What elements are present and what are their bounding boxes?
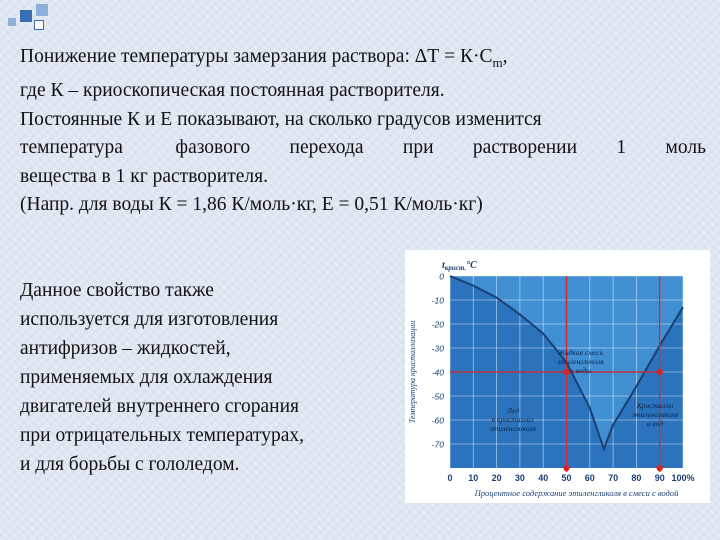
constants-line-3: вещества в 1 кг растворителя. [20, 165, 268, 187]
y-tick-label: -40 [431, 367, 444, 378]
y-tick-label: -10 [431, 295, 444, 306]
antifreeze-paragraph [20, 276, 390, 479]
formula-line [20, 43, 706, 77]
x-tick-label: 80 [631, 473, 642, 483]
formula-paragraph [20, 43, 706, 220]
y-unit-subscript: крист. [444, 264, 467, 272]
y-tick-label: 0 [439, 271, 444, 282]
x-tick-label: 100% [671, 473, 695, 483]
x-tick-label: 90 [654, 473, 665, 483]
deco-square [36, 4, 48, 16]
freezing-point-chart [405, 250, 710, 503]
reference-axis-point [657, 465, 663, 471]
x-tick-label: 10 [468, 473, 479, 483]
x-tick-label: 20 [491, 473, 502, 483]
y-tick-label: -20 [431, 319, 444, 330]
antifreeze-text-line: при отрицательных температурах, [20, 425, 305, 446]
x-tick-label: 60 [584, 473, 595, 483]
annotation-line: этиленгликоля [489, 423, 537, 433]
annotation-line: в кристаллах [491, 414, 535, 424]
y-tick-label: -30 [431, 343, 444, 354]
deco-square [8, 18, 16, 26]
annotation-line: Жидкая смесь [558, 348, 603, 358]
annotation-line: этиленгликоля [631, 410, 679, 419]
chart-figure [405, 250, 710, 503]
y-tick-label: -60 [431, 415, 444, 426]
reference-point [563, 369, 569, 375]
antifreeze-text-line: применяемых для охлаждения [20, 367, 273, 388]
x-tick-label: 50 [561, 473, 572, 483]
x-tick-label: 30 [514, 473, 525, 483]
y-unit-symbol: t [442, 260, 445, 271]
definition-line: где К – криоскопическая постоянная растворителя. [20, 80, 445, 102]
reference-point [657, 369, 663, 375]
deco-square [20, 10, 32, 22]
formula-text: Понижение температуры замерзания раствора: ΔТ = К·С [20, 46, 493, 67]
antifreeze-text-line: двигателей внутреннего сгорания [20, 396, 299, 417]
annotation-line: и воды [569, 366, 592, 376]
y-unit-label [442, 260, 477, 272]
x-axis-title: Процентное содержание этиленгликоля в смеси с водой [474, 488, 679, 498]
formula-comma: , [502, 46, 508, 67]
constants-line: Постоянные К и Е показывают, на сколько градусов изменится [20, 108, 542, 130]
reference-axis-point [563, 465, 569, 471]
antifreeze-text-line: антифризов – жидкостей, [20, 338, 231, 359]
antifreeze-text-line: и для борьбы с гололедом. [20, 454, 240, 475]
water-example-line: (Напр. для воды К = 1,86 К/моль·кг, Е = 0,51 К/моль·кг) [20, 194, 483, 216]
antifreeze-text-line: Данное свойство также [20, 280, 214, 301]
y-unit-degrees: °С [466, 260, 477, 271]
y-axis-title: Температура кристаллизации [408, 320, 417, 424]
constants-line-2: температура фазового перехода при растворении 1 моль [20, 137, 706, 159]
annotation-line: Кристаллы [636, 401, 674, 410]
antifreeze-text-line: используется для изготовления [20, 309, 279, 330]
annotation-line: Лед [506, 405, 519, 415]
deco-square [34, 20, 44, 30]
corner-decoration [6, 4, 66, 34]
x-tick-label: 0 [447, 473, 453, 483]
annotation-line: этиленгликоля [557, 357, 604, 367]
x-tick-label: 70 [608, 473, 619, 483]
annotation-line: и вод [646, 419, 664, 428]
x-tick-label: 40 [538, 473, 549, 483]
y-tick-label: -50 [431, 391, 444, 402]
y-tick-label: -70 [431, 439, 444, 450]
formula-subscript: m [492, 54, 503, 70]
